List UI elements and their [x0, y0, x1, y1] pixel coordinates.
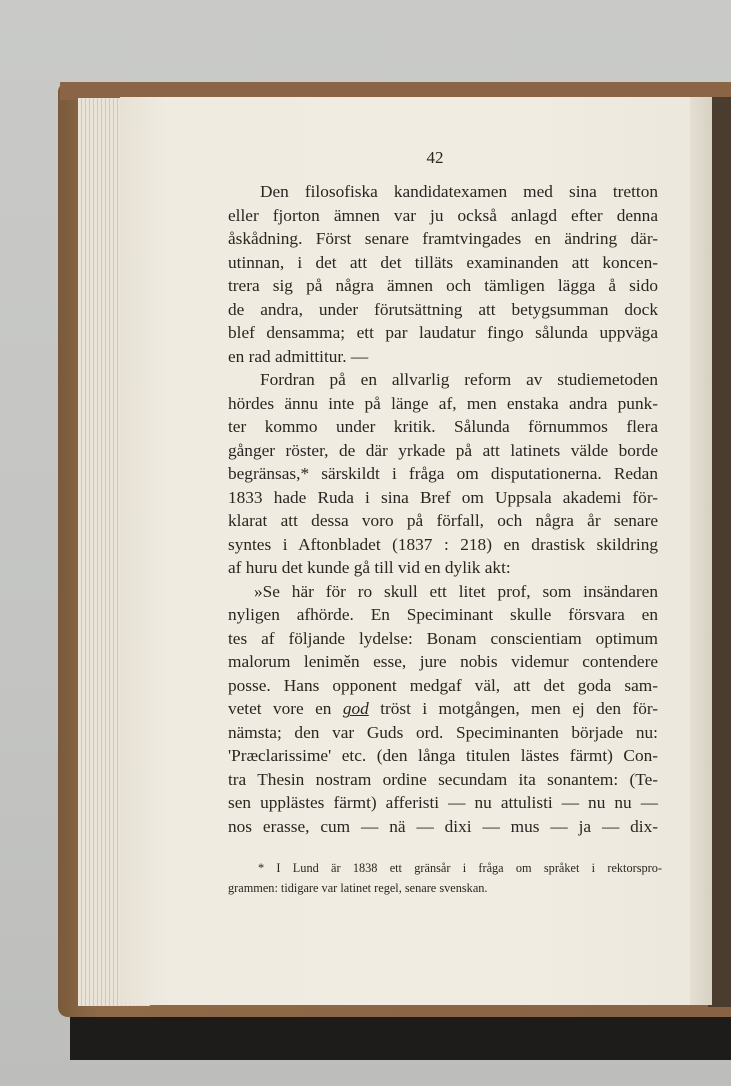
- text-line-with-emphasis: [228, 697, 658, 721]
- text-line: en rad admittitur. —: [228, 346, 369, 366]
- text-line: af huru det kunde gå till vid en dylik akt:: [228, 558, 511, 577]
- text-line: 1833 hade Ruda i sina Bref om Uppsala akademi för-: [228, 487, 658, 507]
- text-line: gånger röster, de där yrkade på att latinets välde borde: [228, 440, 658, 460]
- text-line: ter kommo under kritik. Sålunda förnummos flera: [228, 417, 658, 436]
- text-fragment: tröst i motgången, men ej den för-: [380, 699, 659, 718]
- text-line: syntes i Aftonbladet (1837 : 218) en drastisk skildring: [228, 534, 658, 554]
- footnote-line: grammen: tidigare var latinet regel, senare svenskan.: [228, 881, 488, 895]
- text-line: Fordran på en allvarlig reform av studiemetoden: [260, 370, 658, 389]
- text-line: blef densamma; ett par laudatur fingo sålunda uppväga: [228, 323, 658, 342]
- footnote: [228, 858, 662, 898]
- emphasized-word: god: [342, 699, 369, 718]
- text-line: malorum leniměn esse, jure nobis videmur contendere: [228, 652, 658, 671]
- text-line: nos erasse, cum — nä — dixi — mus — ja — dix-: [228, 816, 658, 836]
- body-text: [228, 180, 658, 838]
- footnote-line: * I Lund är 1838 ett gränsår i fråga om språket i rektorspro-: [258, 861, 662, 875]
- page-number: 42: [426, 148, 444, 167]
- text-line: sen upplästes färmt) afferisti — nu attulisti — nu nu —: [228, 793, 658, 812]
- text-line: eller fjorton ämnen var ju också anlagd efter denna: [228, 205, 658, 225]
- text-line: de andra, under förutsättning att betygsumman dock: [228, 299, 658, 319]
- text-line: tra Thesin nostram ordine secundam ita sonantem: (Te-: [228, 769, 658, 789]
- page-gutter: [690, 97, 712, 1005]
- text-line: 'Præclarissime' etc. (den långa titulen lästes färmt) Con-: [228, 746, 658, 765]
- text-line: nämsta; den var Guds ord. Speciminanten började nu:: [228, 722, 658, 742]
- text-line: klarat att dessa voro på förfall, och några år senare: [228, 511, 658, 530]
- text-fragment: vetet vore en: [228, 699, 332, 718]
- text-line: tes af följande lydelse: Bonam conscientiam optimum: [228, 628, 658, 648]
- text-line: posse. Hans opponent medgaf väl, att det goda sam-: [228, 675, 658, 695]
- text-line: Den filosofiska kandidatexamen med sina tretton: [260, 182, 658, 201]
- text-line: åskådning. Först senare framtvingades en ändring där-: [228, 229, 658, 248]
- text-line: utinnan, i det att det tilläts examinanden att koncen-: [228, 252, 658, 272]
- text-line: begränsas,* särskildt i fråga om disputationerna. Redan: [228, 464, 658, 483]
- text-line: nyligen afhörde. En Speciminant skulle försvara en: [228, 605, 658, 624]
- text-line: hördes ännu inte på länge af, men enstaka andra punk-: [228, 393, 658, 413]
- text-line: »Se här för ro skull ett litet prof, som insändaren: [254, 581, 658, 601]
- text-line: trera sig på några ämnen och tämligen lägga å sido: [228, 276, 658, 295]
